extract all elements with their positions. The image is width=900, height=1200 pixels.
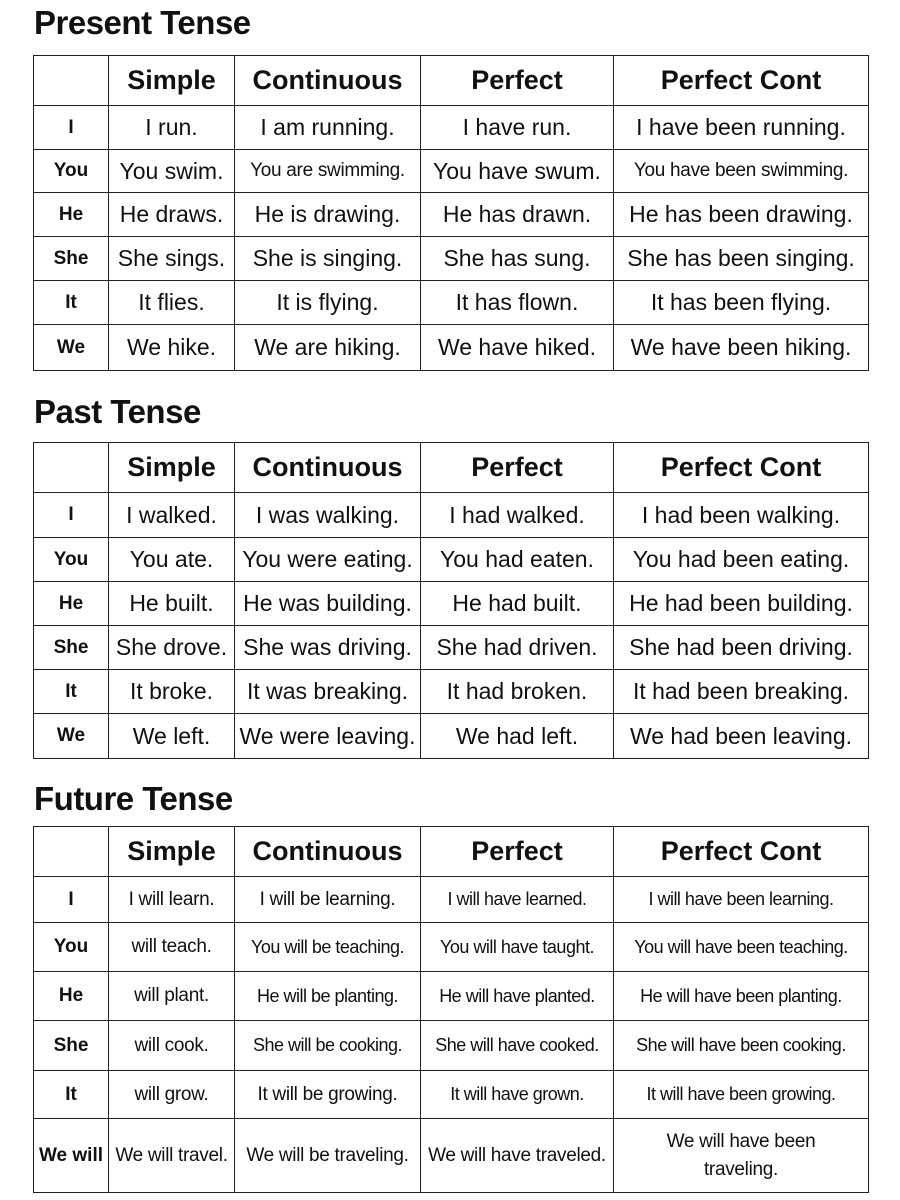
table-cell: I have been running.	[614, 106, 869, 150]
corner-cell	[34, 443, 109, 493]
table-row	[34, 923, 869, 972]
pronoun-cell: He	[34, 582, 109, 626]
table-cell: We will have been traveling.	[614, 1119, 869, 1193]
table-cell: will cook.	[109, 1021, 235, 1071]
table-row	[34, 538, 869, 582]
table-cell: We are hiking.	[235, 325, 421, 371]
table-cell: We will have traveled.	[421, 1119, 614, 1193]
column-header: Perfect Cont	[614, 443, 869, 493]
table-cell: She is singing.	[235, 237, 421, 281]
pronoun-cell: She	[34, 626, 109, 670]
table-cell: I will have learned.	[421, 877, 614, 923]
table-row	[34, 1119, 869, 1193]
table-cell: It will be growing.	[235, 1071, 421, 1119]
table-row	[34, 150, 869, 193]
table-cell: I have run.	[421, 106, 614, 150]
pronoun-cell: I	[34, 106, 109, 150]
table-cell: I will learn.	[109, 877, 235, 923]
table-cell: We were leaving.	[235, 714, 421, 759]
table-cell: She was driving.	[235, 626, 421, 670]
table-cell: You have swum.	[421, 150, 614, 193]
table-row	[34, 670, 869, 714]
column-header: Continuous	[235, 56, 421, 106]
corner-cell	[34, 56, 109, 106]
table-cell: She has sung.	[421, 237, 614, 281]
table-cell: He had built.	[421, 582, 614, 626]
table-cell: will plant.	[109, 972, 235, 1021]
pronoun-cell: It	[34, 670, 109, 714]
column-header: Perfect	[421, 56, 614, 106]
table-row	[34, 106, 869, 150]
table-cell: We had been leaving.	[614, 714, 869, 759]
past-tense-title: Past Tense	[34, 393, 201, 430]
table-cell: It is flying.	[235, 281, 421, 325]
table-cell: You have been swimming.	[614, 150, 869, 193]
table-cell: You had been eating.	[614, 538, 869, 582]
table-cell: It has been flying.	[614, 281, 869, 325]
table-cell: I had been walking.	[614, 493, 869, 538]
table-cell: She will be cooking.	[235, 1021, 421, 1071]
table-cell: It has flown.	[421, 281, 614, 325]
table-cell: It flies.	[109, 281, 235, 325]
table-cell: We have been hiking.	[614, 325, 869, 371]
table-cell: He was building.	[235, 582, 421, 626]
table-cell: She will have cooked.	[421, 1021, 614, 1071]
future-tense-table	[33, 826, 869, 1193]
table-cell: It broke.	[109, 670, 235, 714]
column-header: Continuous	[235, 827, 421, 877]
past-tense-table	[33, 442, 869, 759]
pronoun-cell: You	[34, 150, 109, 193]
table-cell: will teach.	[109, 923, 235, 972]
table-cell: We will be traveling.	[235, 1119, 421, 1193]
future-tense-title: Future Tense	[34, 780, 233, 817]
table-cell: You will have been teaching.	[614, 923, 869, 972]
table-cell: It will have grown.	[421, 1071, 614, 1119]
pronoun-cell: We	[34, 714, 109, 759]
table-cell: You had eaten.	[421, 538, 614, 582]
table-row	[34, 1071, 869, 1119]
table-cell: I run.	[109, 106, 235, 150]
pronoun-cell: He	[34, 972, 109, 1021]
table-cell: She had been driving.	[614, 626, 869, 670]
column-header: Perfect Cont	[614, 56, 869, 106]
table-cell: You will have taught.	[421, 923, 614, 972]
table-cell: He is drawing.	[235, 193, 421, 237]
pronoun-cell: You	[34, 923, 109, 972]
table-cell: She had driven.	[421, 626, 614, 670]
table-row	[34, 626, 869, 670]
table-cell: He will be planting.	[235, 972, 421, 1021]
present-tense-table	[33, 55, 869, 371]
header-row	[34, 443, 869, 493]
table-cell: will grow.	[109, 1071, 235, 1119]
table-cell: It was breaking.	[235, 670, 421, 714]
table-cell: It will have been growing.	[614, 1071, 869, 1119]
table-cell: I walked.	[109, 493, 235, 538]
column-header: Simple	[109, 56, 235, 106]
header-row	[34, 827, 869, 877]
column-header: Perfect	[421, 827, 614, 877]
table-cell: He built.	[109, 582, 235, 626]
table-cell: She drove.	[109, 626, 235, 670]
pronoun-cell: He	[34, 193, 109, 237]
table-cell: We will travel.	[109, 1119, 235, 1193]
column-header: Simple	[109, 827, 235, 877]
pronoun-cell: We	[34, 325, 109, 371]
column-header: Simple	[109, 443, 235, 493]
pronoun-cell: I	[34, 877, 109, 923]
table-row	[34, 237, 869, 281]
pronoun-cell: You	[34, 538, 109, 582]
pronoun-cell: It	[34, 1071, 109, 1119]
pronoun-cell: She	[34, 237, 109, 281]
table-cell: You will be teaching.	[235, 923, 421, 972]
table-cell: You were eating.	[235, 538, 421, 582]
column-header: Continuous	[235, 443, 421, 493]
pronoun-cell: We will	[34, 1119, 109, 1193]
table-cell: It had broken.	[421, 670, 614, 714]
column-header: Perfect	[421, 443, 614, 493]
table-cell: I will be learning.	[235, 877, 421, 923]
present-tense-title: Present Tense	[34, 4, 251, 41]
table-cell: I will have been learning.	[614, 877, 869, 923]
table-cell: You are swimming.	[235, 150, 421, 193]
table-cell: She will have been cooking.	[614, 1021, 869, 1071]
pronoun-cell: She	[34, 1021, 109, 1071]
table-cell: He will have planted.	[421, 972, 614, 1021]
table-cell: We have hiked.	[421, 325, 614, 371]
table-cell: He has drawn.	[421, 193, 614, 237]
table-cell: He draws.	[109, 193, 235, 237]
table-row	[34, 582, 869, 626]
table-row	[34, 193, 869, 237]
table-cell: You swim.	[109, 150, 235, 193]
table-cell: I was walking.	[235, 493, 421, 538]
table-cell: She sings.	[109, 237, 235, 281]
table-cell: I had walked.	[421, 493, 614, 538]
table-row	[34, 972, 869, 1021]
table-row	[34, 493, 869, 538]
table-row	[34, 877, 869, 923]
header-row	[34, 56, 869, 106]
table-row	[34, 1021, 869, 1071]
table-cell: You ate.	[109, 538, 235, 582]
table-cell: He has been drawing.	[614, 193, 869, 237]
table-cell: We had left.	[421, 714, 614, 759]
corner-cell	[34, 827, 109, 877]
column-header: Perfect Cont	[614, 827, 869, 877]
table-row	[34, 281, 869, 325]
table-cell: She has been singing.	[614, 237, 869, 281]
table-cell: He will have been planting.	[614, 972, 869, 1021]
table-cell: We left.	[109, 714, 235, 759]
table-row	[34, 325, 869, 371]
table-cell: We hike.	[109, 325, 235, 371]
table-cell: It had been breaking.	[614, 670, 869, 714]
table-cell: I am running.	[235, 106, 421, 150]
table-row	[34, 714, 869, 759]
pronoun-cell: It	[34, 281, 109, 325]
pronoun-cell: I	[34, 493, 109, 538]
table-cell: He had been building.	[614, 582, 869, 626]
